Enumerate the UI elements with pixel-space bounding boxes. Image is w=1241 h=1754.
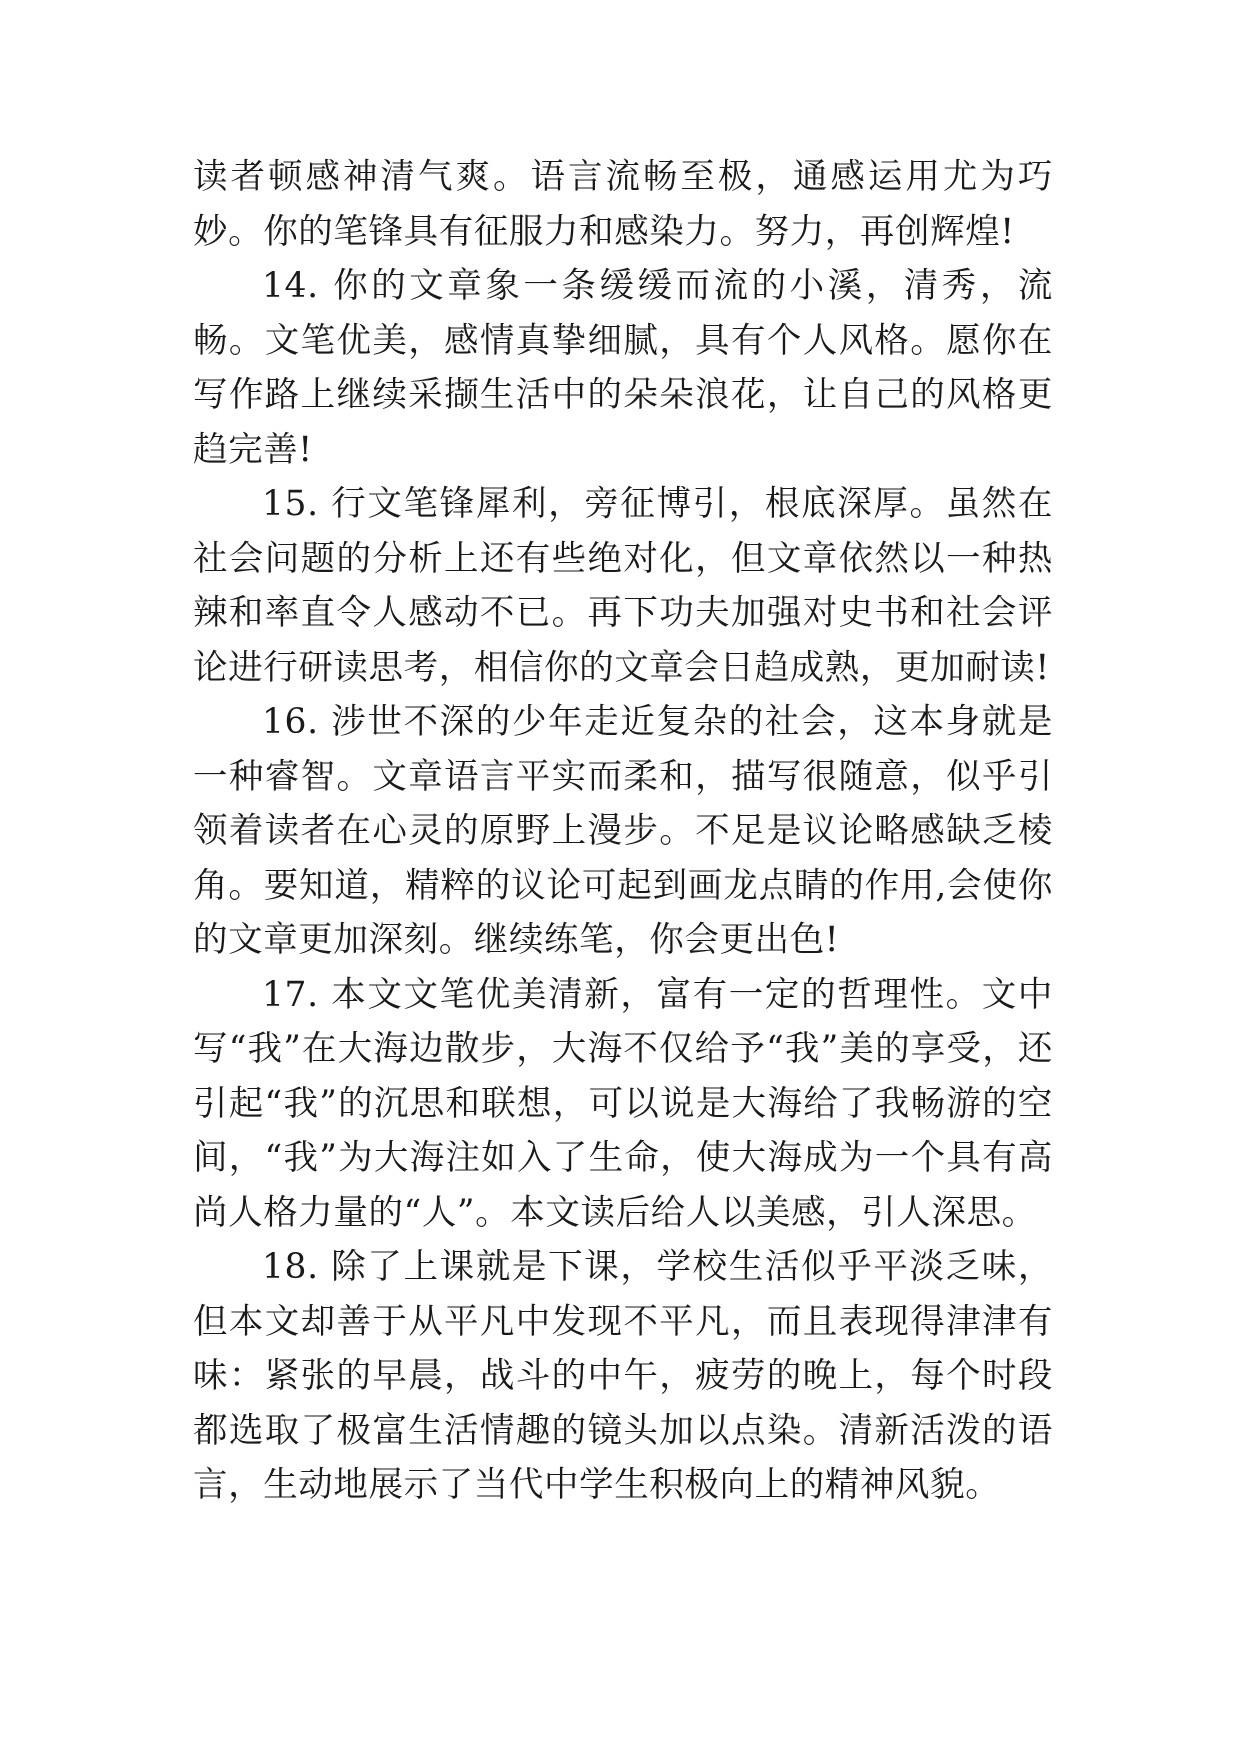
- paragraph-comment-18: 18. 除了上课就是下课，学校生活似乎平淡乏味，但本文却善于从平凡中发现不平凡，而且表现得津津有味：紧张的早晨，战斗的中午，疲劳的晚上，每个时段都选取了极富生活情趣的镜头加以点染。清新活泼的语言，生动地展示了当代中学生积极向上的精神风貌。: [193, 1247, 1053, 1505]
- paragraph-comment-14: 14. 你的文章象一条缓缓而流的小溪，清秀，流畅。文笔优美，感情真挚细腻，具有个人风格。愿你在写作路上继续采撷生活中的朵朵浪花，让自己的风格更趋完善!: [193, 266, 1053, 470]
- paragraph-comment-17: 17. 本文文笔优美清新，富有一定的哲理性。文中写“我”在大海边散步，大海不仅给予“我”美的享受，还引起“我”的沉思和联想，可以说是大海给了我畅游的空间，“我”为大海注如入了生命，使大海成为一个具有高尚人格力量的“人”。本文读后给人以美感，引人深思。: [193, 974, 1053, 1233]
- document-page: [193, 150, 1053, 1513]
- paragraph-comment-15: 15. 行文笔锋犀利，旁征博引，根底深厚。虽然在社会问题的分析上还有些绝对化，但文章依然以一种热辣和率直令人感动不已。再下功夫加强对史书和社会评论进行研读思考，相信你的文章会日趋成熟，更加耐读!: [193, 484, 1053, 688]
- paragraph-comment-16: 16. 涉世不深的少年走近复杂的社会，这本身就是一种睿智。文章语言平实而柔和，描写很随意，似乎引领着读者在心灵的原野上漫步。不足是议论略感缺乏棱角。要知道，精粹的议论可起到画龙点睛的作用,会使你的文章更加深刻。继续练笔，你会更出色!: [193, 702, 1053, 960]
- paragraph-continuation: 读者顿感神清气爽。语言流畅至极，通感运用尤为巧妙。你的笔锋具有征服力和感染力。努力，再创辉煌!: [193, 157, 1053, 252]
